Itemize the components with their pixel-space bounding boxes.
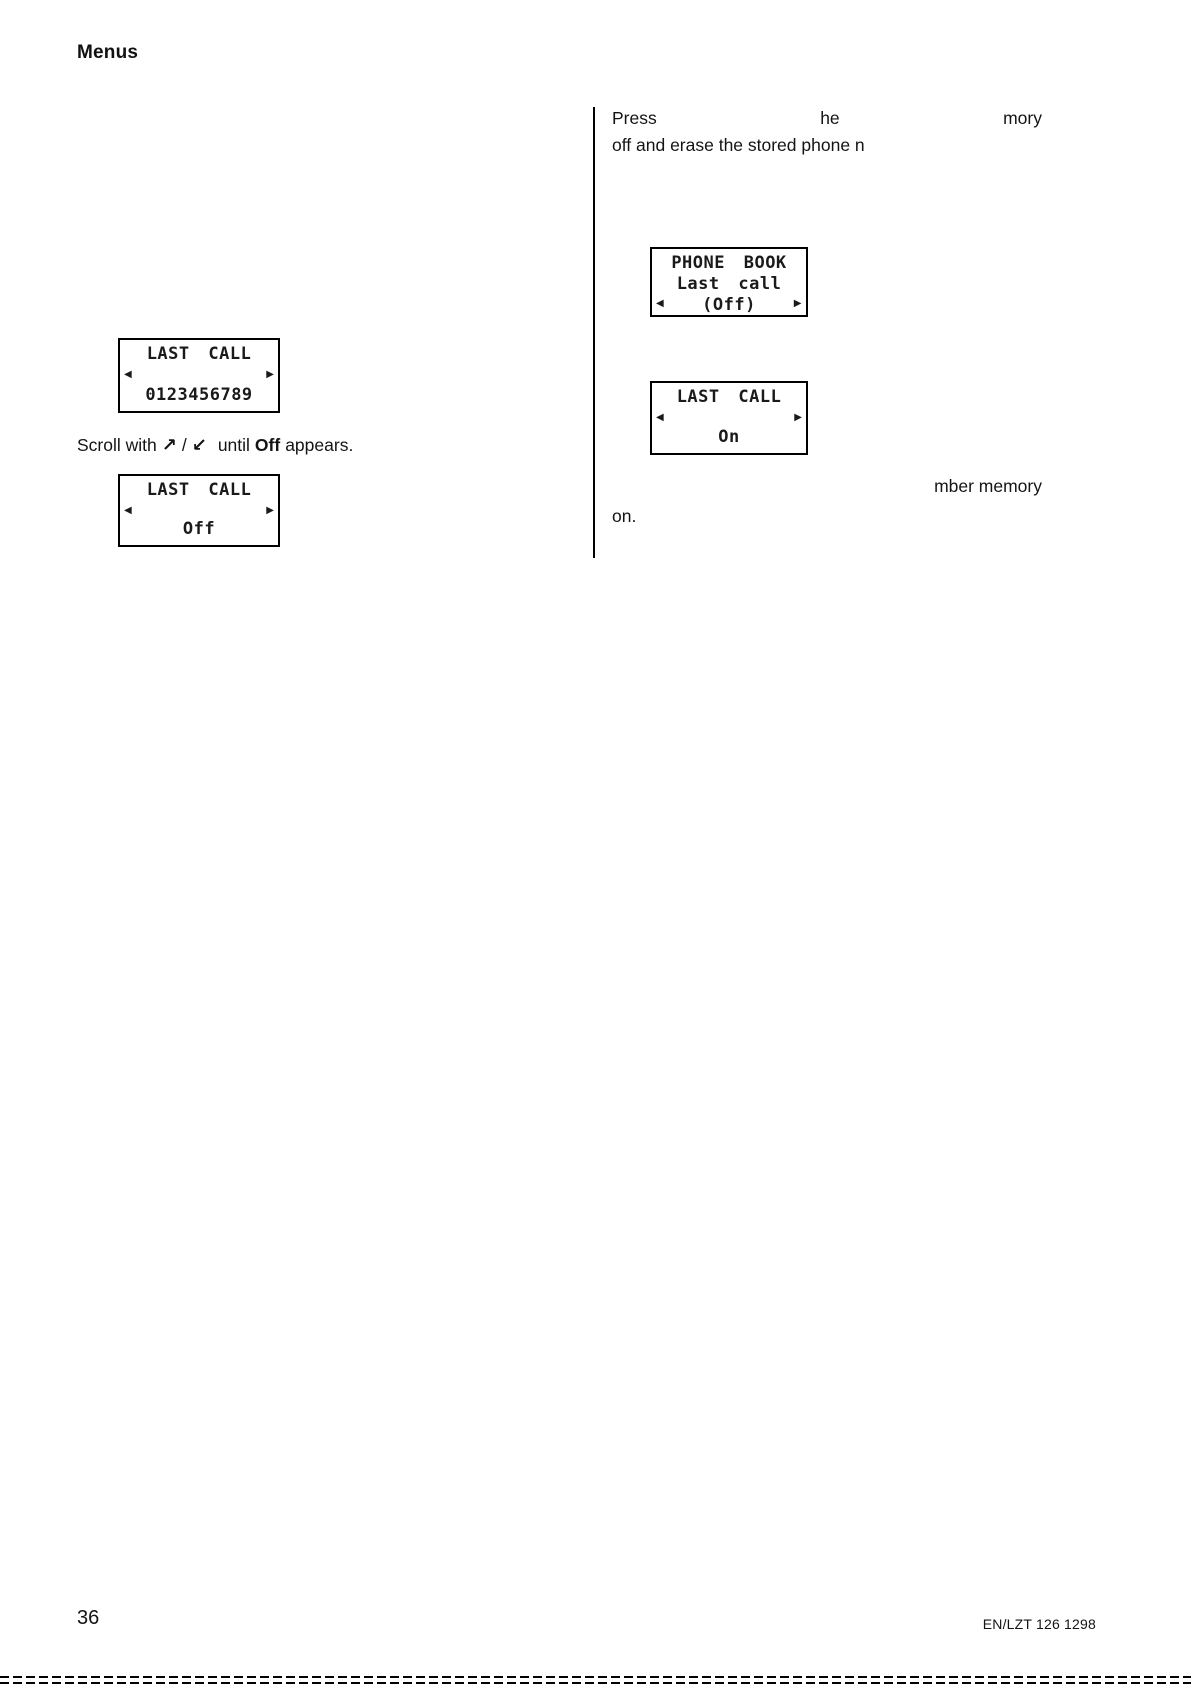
lcd-line-3 (652, 295, 806, 316)
lcd-display-last-call-on (650, 381, 808, 455)
lcd-line-1: LAST CALL (146, 480, 252, 500)
lcd-selected-value: Off (182, 519, 216, 539)
slash-separator: / (181, 435, 187, 455)
right-paragraph-line-3: mber memory (934, 476, 1042, 496)
scroll-right-icon: ▶ (266, 369, 274, 380)
lcd-line-1: PHONE BOOK (671, 253, 787, 273)
scroll-right-icon: ▶ (794, 412, 802, 423)
lcd-selected-value: On (718, 427, 740, 447)
instruction-text: until (217, 435, 250, 455)
bottom-dashed-rule (0, 1682, 1191, 1684)
lcd-arrow-row (124, 506, 274, 516)
volume-up-arrow-icon: ↗ (161, 435, 177, 456)
text-fragment: Press (612, 108, 657, 128)
instruction-text: appears. (285, 435, 354, 455)
lcd-arrow-row (656, 413, 802, 423)
document-reference: EN/LZT 126 1298 (982, 1616, 1096, 1632)
lcd-selected-value: 0123456789 (145, 385, 253, 405)
right-paragraph-line-4: on. (612, 506, 637, 526)
lcd-display-phone-book (650, 247, 808, 317)
scroll-left-icon: ◀ (124, 369, 132, 380)
page-number: 36 (77, 1607, 100, 1629)
scroll-right-icon: ▶ (266, 505, 274, 516)
right-paragraph-line-1 (612, 105, 1042, 132)
text-fragment: he (820, 108, 840, 128)
lcd-display-last-call-off (118, 474, 280, 547)
column-divider-rule (593, 107, 595, 558)
lcd-line-1: LAST CALL (146, 344, 252, 364)
lcd-arrow-row (124, 370, 274, 380)
scroll-left-icon: ◀ (124, 505, 132, 516)
emphasized-option: Off (254, 435, 281, 455)
lcd-line-1: LAST CALL (676, 387, 782, 407)
text-fragment: mory (1003, 108, 1042, 128)
bottom-dashed-rule (0, 1676, 1191, 1678)
scroll-right-icon: ▶ (793, 298, 802, 309)
lcd-selected-value: (Off) (702, 295, 756, 315)
scroll-left-icon: ◀ (656, 298, 665, 309)
lcd-display-last-call-number (118, 338, 280, 413)
lcd-line-2: Last call (676, 274, 782, 294)
page-title: Menus (77, 42, 139, 63)
instruction-text: Scroll with (77, 435, 157, 455)
lcd-arrow-row (656, 297, 802, 311)
volume-down-arrow-icon: ↙ (191, 435, 207, 456)
right-paragraph-line-2: off and erase the stored phone n (612, 135, 865, 155)
scroll-instruction (77, 435, 353, 456)
scroll-left-icon: ◀ (656, 412, 664, 423)
